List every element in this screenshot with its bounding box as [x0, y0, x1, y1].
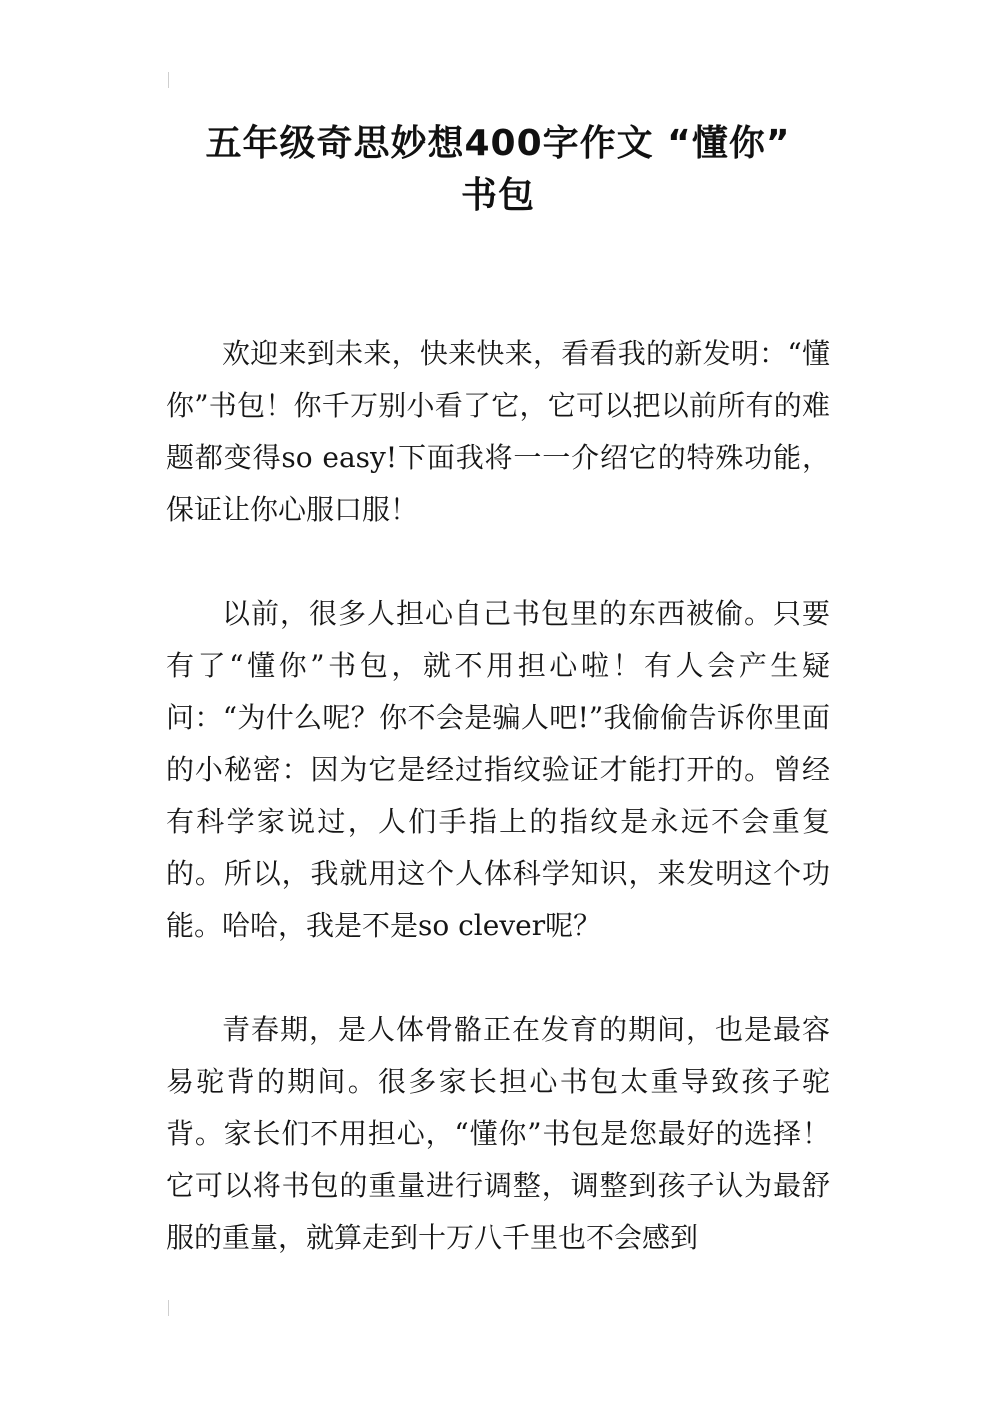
- page-corner-mark-top: [168, 72, 169, 88]
- paragraph-3: 青春期，是人体骨骼正在发育的期间，也是最容易驼背的期间。很多家长担心书包太重导致孩子驼背。家长们不用担心，“懂你”书包是您最好的选择！它可以将书包的重量进行调整，调整到孩子认为最舒服的重量，就算走到十万八千里也不会感到: [166, 1013, 830, 1254]
- page-corner-mark-bottom: [168, 1300, 169, 1316]
- paragraph-2: 以前，很多人担心自己书包里的东西被偷。只要有了“懂你”书包，就不用担心啦！有人会产生疑问：“为什么呢？你不会是骗人吧!”我偷偷告诉你里面的小秘密：因为它是经过指纹验证才能打开的。曾经有科学家说过，人们手指上的指纹是永远不会重复的。所以，我就用这个人体科学知识，来发明这个功能。哈哈，我是不是so clever呢？: [166, 597, 830, 942]
- document-body: [166, 328, 830, 1264]
- title-line-2: 书包: [460, 175, 535, 216]
- document-title: [160, 118, 836, 222]
- paragraph-1: 欢迎来到未来，快来快来，看看我的新发明：“懂你”书包！你千万别小看了它，它可以把以前所有的难题都变得so easy!下面我将一一介绍它的特殊功能，保证让你心服口服！: [166, 337, 830, 526]
- title-line-1: 五年级奇思妙想400字作文 “懂你”: [205, 123, 791, 164]
